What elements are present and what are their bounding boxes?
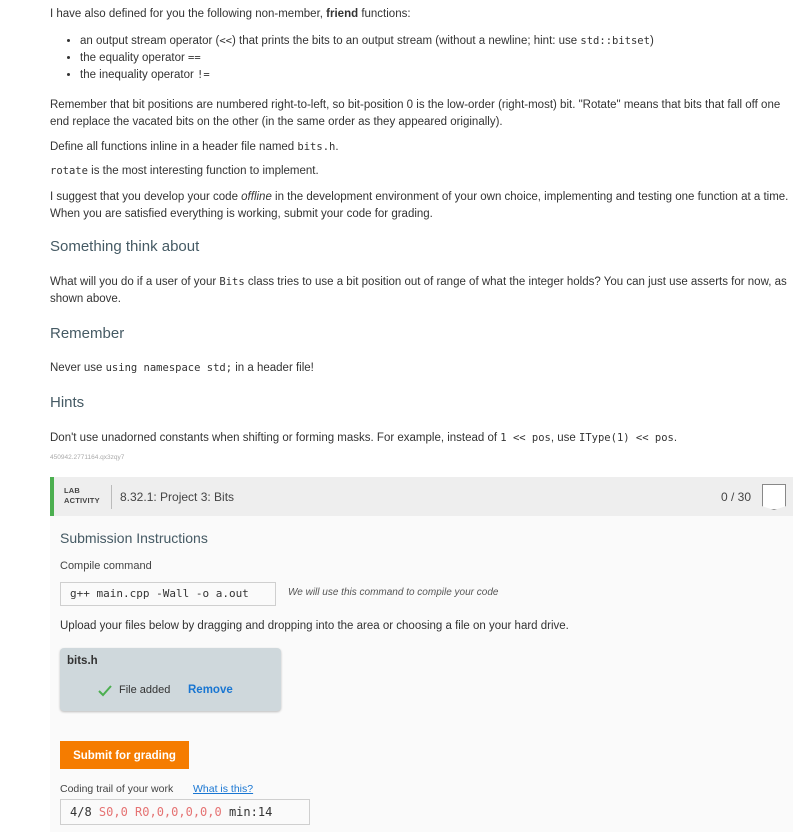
think-paragraph: What will you do if a user of your Bits class tries to use a bit position out of range of what the integer holds? You can just use asserts for now, as shown above. bbox=[50, 276, 787, 305]
list-item: • an output stream operator (<<) that prints the bits to an output stream (without a newline; hint: use std::bitset) bbox=[80, 33, 654, 50]
coding-trail: 4/8 S0,0 R0,0,0,0,0,0 min:14 bbox=[60, 799, 310, 825]
bit-positions-paragraph: Remember that bit positions are numbered right-to-left, so bit-position 0 is the low-order (right-most) bit. "Rotate" means that bits that fall off one end replace the vacated bits on the other (in the same order as they appeared originally). bbox=[50, 99, 781, 128]
section-heading-remember: Remember bbox=[50, 325, 125, 342]
list-item: • the inequality operator != bbox=[80, 67, 654, 84]
rotate-paragraph: rotate is the most interesting function to implement. bbox=[50, 165, 319, 177]
trail-submissions: S0,0 bbox=[98, 805, 136, 819]
compile-label: Compile command bbox=[60, 560, 152, 572]
intro-bold: friend bbox=[326, 8, 359, 20]
lab-score: 0 / 30 bbox=[721, 490, 752, 504]
trail-minutes: min:14 bbox=[228, 805, 273, 819]
lab-activity-header bbox=[50, 477, 793, 516]
file-name: bits.h bbox=[67, 655, 98, 667]
lab-activity-tag: LAB ACTIVITY bbox=[64, 486, 100, 505]
content-id: 450942.2771164.qx3zqy7 bbox=[50, 454, 125, 461]
hints-paragraph: Don't use unadorned constants when shifting or forming masks. For example, instead of 1 << pos, use IType(1) << pos. bbox=[50, 432, 678, 444]
submit-for-grading-button[interactable]: Submit for grading bbox=[60, 741, 189, 769]
friend-functions-list bbox=[62, 33, 654, 84]
file-status: File added bbox=[119, 684, 171, 696]
trail-runs: R0,0,0,0,0,0 bbox=[135, 805, 229, 819]
what-is-this-link[interactable]: What is this? bbox=[193, 783, 254, 795]
coding-trail-label: Coding trail of your work bbox=[60, 783, 174, 795]
list-item: • the equality operator == bbox=[80, 50, 654, 67]
file-card[interactable] bbox=[60, 648, 281, 711]
intro-post: functions: bbox=[358, 8, 411, 20]
section-heading-hints: Hints bbox=[50, 394, 85, 411]
remember-paragraph: Never use using namespace std; in a header file! bbox=[50, 362, 314, 374]
intro-pre: I have also defined for you the following non-member, bbox=[50, 8, 327, 20]
remove-file-button[interactable]: Remove bbox=[188, 684, 233, 696]
completion-badge-icon bbox=[762, 484, 786, 510]
suggest-paragraph: I suggest that you develop your code offline in the development environment of your own choice, implementing and testing one function at a time. When you are satisfied everything is working, submit your code for grading. bbox=[50, 191, 789, 220]
compile-command: g++ main.cpp -Wall -o a.out bbox=[60, 582, 276, 606]
define-paragraph: Define all functions inline in a header file named bits.h. bbox=[50, 141, 339, 153]
divider bbox=[111, 485, 112, 509]
section-heading-think: Something think about bbox=[50, 238, 200, 255]
submission-heading: Submission Instructions bbox=[60, 530, 208, 546]
compile-note: We will use this command to compile your code bbox=[288, 587, 499, 598]
lab-title: 8.32.1: Project 3: Bits bbox=[120, 490, 235, 504]
intro-text bbox=[50, 6, 790, 23]
upload-instructions: Upload your files below by dragging and dropping into the area or choosing a file on your hard drive. bbox=[60, 620, 569, 632]
check-icon bbox=[98, 685, 112, 697]
